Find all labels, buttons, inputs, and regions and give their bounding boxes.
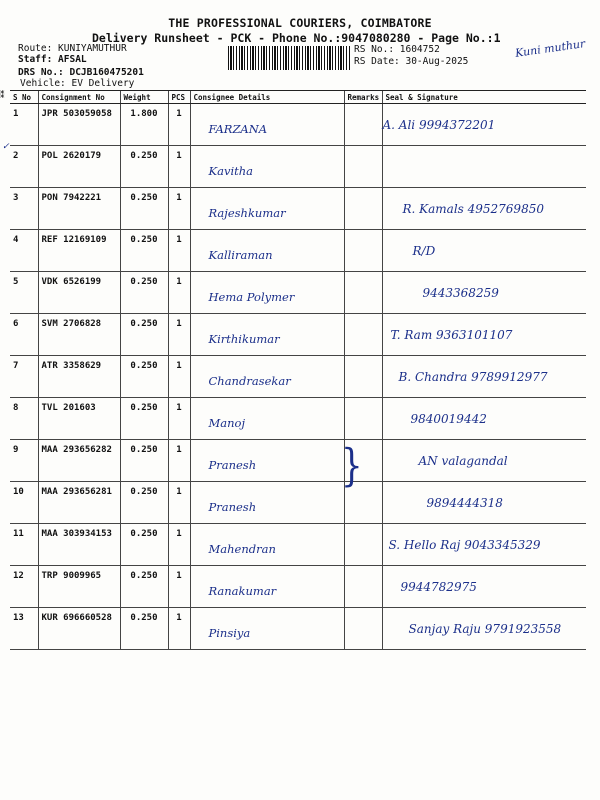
- margin-check-mark: ✓: [2, 142, 10, 152]
- company-title: THE PROFESSIONAL COURIERS, COIMBATORE: [168, 16, 432, 30]
- runsheet-table: [10, 90, 586, 650]
- table-header-row: [10, 91, 586, 104]
- cell-sno: 5: [10, 272, 38, 314]
- cell-weight: 0.250: [120, 524, 168, 566]
- cell-weight: 1.800: [120, 104, 168, 146]
- cell-sno: 12: [10, 566, 38, 608]
- vehicle-label: Vehicle: EV Delivery: [20, 78, 135, 89]
- table-row: [10, 482, 586, 524]
- handwritten-route-note: Kuni muthur: [514, 37, 587, 60]
- signature-handwriting: 9894444318: [426, 496, 503, 510]
- cell-consignee: [190, 608, 344, 650]
- col-consignee: Consignee Details: [190, 91, 344, 104]
- cell-consignee: [190, 146, 344, 188]
- cell-weight: 0.250: [120, 398, 168, 440]
- table-row: [10, 524, 586, 566]
- barcode: [228, 46, 350, 70]
- cell-consignment: KUR 696660528: [38, 608, 120, 650]
- cell-signature: [382, 104, 586, 146]
- cell-sno: 2: [10, 146, 38, 188]
- drs-number: DRS No.: DCJB160475201: [18, 67, 144, 78]
- consignee-handwriting: Pranesh: [208, 500, 257, 514]
- table-row: [10, 314, 586, 356]
- cell-consignee: [190, 230, 344, 272]
- consignee-handwriting: Kirthikumar: [208, 332, 280, 346]
- cell-weight: 0.250: [120, 482, 168, 524]
- cell-consignment: VDK 6526199: [38, 272, 120, 314]
- cell-consignment: TVL 201603: [38, 398, 120, 440]
- cell-remarks: [344, 356, 382, 398]
- cell-sno: 13: [10, 608, 38, 650]
- cell-remarks: [344, 104, 382, 146]
- signature-handwriting: T. Ram 9363101107: [390, 328, 513, 342]
- cell-pcs: 1: [168, 356, 190, 398]
- consignee-handwriting: Manoj: [208, 416, 246, 430]
- cell-consignee: [190, 356, 344, 398]
- table-row: [10, 230, 586, 272]
- signature-handwriting: AN valagandal: [418, 454, 508, 468]
- cell-sno: 11: [10, 524, 38, 566]
- cell-sno: 3: [10, 188, 38, 230]
- cell-consignee: [190, 398, 344, 440]
- cell-remarks: [344, 608, 382, 650]
- cell-signature: [382, 398, 586, 440]
- cell-pcs: 1: [168, 524, 190, 566]
- consignee-handwriting: Pranesh: [208, 458, 257, 472]
- table-row: [10, 356, 586, 398]
- table-row: [10, 608, 586, 650]
- cell-consignee: [190, 188, 344, 230]
- consignee-handwriting: Rajeshkumar: [208, 206, 286, 220]
- cell-signature: [382, 146, 586, 188]
- cell-weight: 0.250: [120, 314, 168, 356]
- signature-handwriting: 9840019442: [410, 412, 487, 426]
- cell-pcs: 1: [168, 482, 190, 524]
- table-row: [10, 188, 586, 230]
- cell-pcs: 1: [168, 188, 190, 230]
- cell-weight: 0.250: [120, 440, 168, 482]
- cell-consignment: JPR 503059058: [38, 104, 120, 146]
- consignee-handwriting: Pinsiya: [208, 626, 251, 640]
- cell-consignee: [190, 566, 344, 608]
- col-pcs: PCS: [168, 91, 190, 104]
- consignee-handwriting: Mahendran: [208, 542, 276, 556]
- cell-consignee: [190, 524, 344, 566]
- consignee-handwriting: Hema Polymer: [208, 290, 295, 304]
- cell-consignee: [190, 482, 344, 524]
- cell-consignment: ATR 3358629: [38, 356, 120, 398]
- cell-signature: [382, 356, 586, 398]
- col-consignment: Consignment No: [38, 91, 120, 104]
- cell-sno: 6: [10, 314, 38, 356]
- cell-signature: [382, 230, 586, 272]
- signature-handwriting: R/D: [412, 244, 436, 258]
- cell-pcs: 1: [168, 230, 190, 272]
- signature-handwriting: A. Ali 9994372201: [382, 118, 496, 132]
- cell-sno: 9: [10, 440, 38, 482]
- cell-remarks: [344, 524, 382, 566]
- cell-consignment: MAA 303934153: [38, 524, 120, 566]
- signature-handwriting: 9443368259: [422, 286, 499, 300]
- table-row: [10, 272, 586, 314]
- consignee-handwriting: Kalliraman: [208, 248, 273, 262]
- cell-consignee: [190, 272, 344, 314]
- cell-pcs: 1: [168, 398, 190, 440]
- cell-weight: 0.250: [120, 146, 168, 188]
- consignee-handwriting: Kavitha: [208, 164, 254, 178]
- handwritten-brace: }: [341, 440, 363, 492]
- consignee-handwriting: Ranakumar: [208, 584, 277, 598]
- cell-weight: 0.250: [120, 608, 168, 650]
- cell-signature: [382, 608, 586, 650]
- cell-pcs: 1: [168, 272, 190, 314]
- cell-remarks: [344, 146, 382, 188]
- cell-pcs: 1: [168, 608, 190, 650]
- cell-weight: 0.250: [120, 188, 168, 230]
- cell-consignee: [190, 440, 344, 482]
- cell-sno: 4: [10, 230, 38, 272]
- cell-weight: 0.250: [120, 566, 168, 608]
- cell-consignee: [190, 104, 344, 146]
- cell-signature: [382, 272, 586, 314]
- cell-signature: [382, 314, 586, 356]
- signature-handwriting: R. Kamals 4952769850: [402, 202, 544, 216]
- cell-remarks: [344, 230, 382, 272]
- cell-signature: [382, 524, 586, 566]
- col-weight: Weight: [120, 91, 168, 104]
- consignee-handwriting: FARZANA: [208, 122, 268, 136]
- table-row: [10, 440, 586, 482]
- cell-weight: 0.250: [120, 356, 168, 398]
- table-row: [10, 104, 586, 146]
- signature-handwriting: Sanjay Raju 9791923558: [408, 622, 562, 636]
- table-row: [10, 146, 586, 188]
- cell-weight: 0.250: [120, 272, 168, 314]
- cell-consignment: MAA 293656281: [38, 482, 120, 524]
- cell-remarks: [344, 566, 382, 608]
- cell-pcs: 1: [168, 314, 190, 356]
- runsheet-subtitle: Delivery Runsheet - PCK - Phone No.:9047080280 - Page No.:1: [92, 31, 501, 45]
- cell-pcs: 1: [168, 566, 190, 608]
- signature-handwriting: 9944782975: [400, 580, 477, 594]
- cell-remarks: [344, 188, 382, 230]
- cell-weight: 0.250: [120, 230, 168, 272]
- cell-signature: [382, 566, 586, 608]
- cell-sno: 8: [10, 398, 38, 440]
- cell-consignment: TRP 9009965: [38, 566, 120, 608]
- signature-handwriting: B. Chandra 9789912977: [398, 370, 548, 384]
- cell-consignment: PON 7942221: [38, 188, 120, 230]
- cell-remarks: [344, 398, 382, 440]
- cell-consignment: POL 2620179: [38, 146, 120, 188]
- cell-consignment: REF 12169109: [38, 230, 120, 272]
- cell-signature: [382, 440, 586, 482]
- table-row: [10, 566, 586, 608]
- route-label: Route: KUNIYAMUTHUR: [18, 43, 127, 54]
- cell-sno: 10: [10, 482, 38, 524]
- col-sno: S No: [10, 91, 38, 104]
- rs-date: RS Date: 30-Aug-2025: [354, 56, 469, 67]
- col-remarks: Remarks: [344, 91, 382, 104]
- cell-sno: 7: [10, 356, 38, 398]
- cell-consignment: MAA 293656282: [38, 440, 120, 482]
- cell-pcs: 1: [168, 440, 190, 482]
- cell-sno: 1: [10, 104, 38, 146]
- cell-pcs: 1: [168, 104, 190, 146]
- cell-signature: [382, 482, 586, 524]
- consignee-handwriting: Chandrasekar: [208, 374, 291, 388]
- cell-signature: [382, 188, 586, 230]
- cell-remarks: [344, 314, 382, 356]
- table-row: [10, 398, 586, 440]
- cell-consignee: [190, 314, 344, 356]
- staff-label: Staff: AFSAL: [18, 54, 87, 65]
- col-signature: Seal & Signature: [382, 91, 586, 104]
- cell-pcs: 1: [168, 146, 190, 188]
- cell-consignment: SVM 2706828: [38, 314, 120, 356]
- signature-handwriting: S. Hello Raj 9043345329: [388, 538, 541, 552]
- margin-mark: ⁑: [0, 91, 5, 101]
- rs-number: RS No.: 1604752: [354, 44, 440, 55]
- cell-remarks: [344, 272, 382, 314]
